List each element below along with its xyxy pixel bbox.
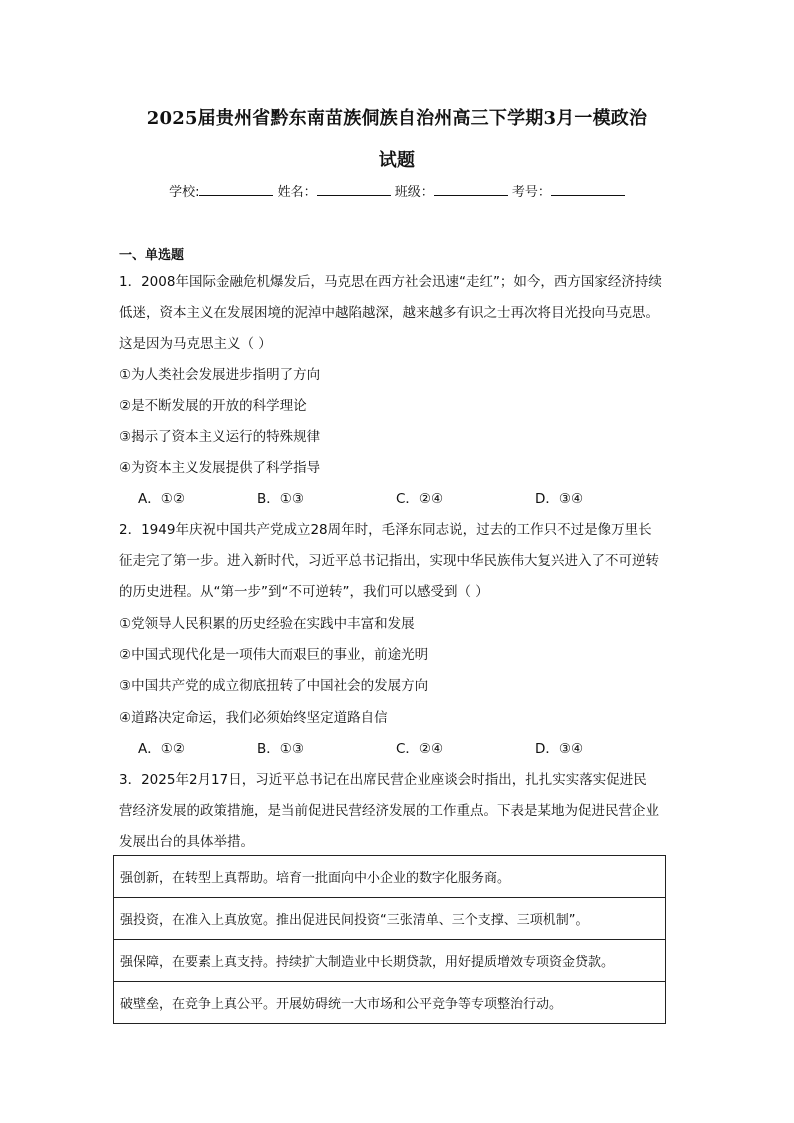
q1-option-b[interactable]: B．①③ <box>257 491 304 507</box>
school-label: 学校: <box>169 185 200 200</box>
q2-option-b[interactable]: B．①③ <box>257 741 304 757</box>
q1-option-c[interactable]: C．②④ <box>396 491 444 507</box>
class-label: 班级： <box>394 185 434 200</box>
q2-option-c[interactable]: C．②④ <box>396 741 444 757</box>
table-cell: 强投资，在准入上真放宽。推出促进民间投资“三张清单、三个支撑、三项机制”。 <box>114 898 666 940</box>
q3-stem-line: 营经济发展的政策措施，是当前促进民营经济发展的工作重点。下表是某地为促进民营企业 <box>119 803 659 819</box>
name-label: 姓名： <box>277 185 317 200</box>
q2-stem-line: 征走完了第一步。进入新时代，习近平总书记指出，实现中华民族伟大复兴进入了不可逆转 <box>119 553 659 569</box>
number-blank[interactable] <box>551 183 625 196</box>
q1-statement: ④为资本主义发展提供了科学指导 <box>119 460 321 476</box>
table-cell: 强创新，在转型上真帮助。培育一批面向中小企业的数字化服务商。 <box>114 856 666 898</box>
number-label: 考号： <box>511 185 551 200</box>
q2-statement: ③中国共产党的成立彻底扭转了中国社会的发展方向 <box>119 678 429 694</box>
q1-statement: ②是不断发展的开放的科学理论 <box>119 398 307 414</box>
q3-stem-line: 3．2025年2月17日，习近平总书记在出席民营企业座谈会时指出，扎扎实实落实促进民 <box>119 772 647 788</box>
q2-stem-line: 2．1949年庆祝中国共产党成立28周年时，毛泽东同志说，过去的工作只不过是像万里长 <box>119 522 652 538</box>
q2-option-a[interactable]: A．①② <box>138 741 185 757</box>
document-title-line2: 试题 <box>378 150 416 171</box>
section-title: 一、单选题 <box>119 248 185 263</box>
q2-statement: ②中国式现代化是一项伟大而艰巨的事业，前途光明 <box>119 647 429 663</box>
q1-stem-line: 这是因为马克思主义（ ） <box>119 336 272 352</box>
school-blank[interactable] <box>199 183 273 196</box>
q3-stem-line: 发展出台的具体举措。 <box>119 834 254 850</box>
table-cell: 破壁垒，在竞争上真公平。开展妨碍统一大市场和公平竞争等专项整治行动。 <box>114 982 666 1024</box>
q2-stem-line: 的历史进程。从“第一步”到“不可逆转”，我们可以感受到（ ） <box>119 584 489 600</box>
q1-option-d[interactable]: D．③④ <box>535 491 584 507</box>
table-row <box>114 856 666 898</box>
q2-option-d[interactable]: D．③④ <box>535 741 584 757</box>
table-row <box>114 940 666 982</box>
q1-stem-line: 低迷，资本主义在发展困境的泥淖中越陷越深，越来越多有识之士再次将目光投向马克思。 <box>119 305 659 321</box>
q1-stem-line: 1．2008年国际金融危机爆发后，马克思在西方社会迅速“走红”；如今，西方国家经济持续 <box>119 274 662 290</box>
q2-statement: ①党领导人民积累的历史经验在实践中丰富和发展 <box>119 616 415 632</box>
q2-statement: ④道路决定命运，我们必须始终坚定道路自信 <box>119 710 388 726</box>
student-info-line <box>0 181 794 200</box>
q1-statement: ①为人类社会发展进步指明了方向 <box>119 367 321 383</box>
measures-table <box>113 855 666 1024</box>
q1-statement: ③揭示了资本主义运行的特殊规律 <box>119 429 321 445</box>
class-blank[interactable] <box>434 183 508 196</box>
q1-option-a[interactable]: A．①② <box>138 491 185 507</box>
table-cell: 强保障，在要素上真支持。持续扩大制造业中长期贷款，用好提质增效专项资金贷款。 <box>114 940 666 982</box>
name-blank[interactable] <box>317 183 391 196</box>
table-row <box>114 898 666 940</box>
document-title-line1: 2025届贵州省黔东南苗族侗族自治州高三下学期3月一模政治 <box>146 108 648 129</box>
table-row <box>114 982 666 1024</box>
